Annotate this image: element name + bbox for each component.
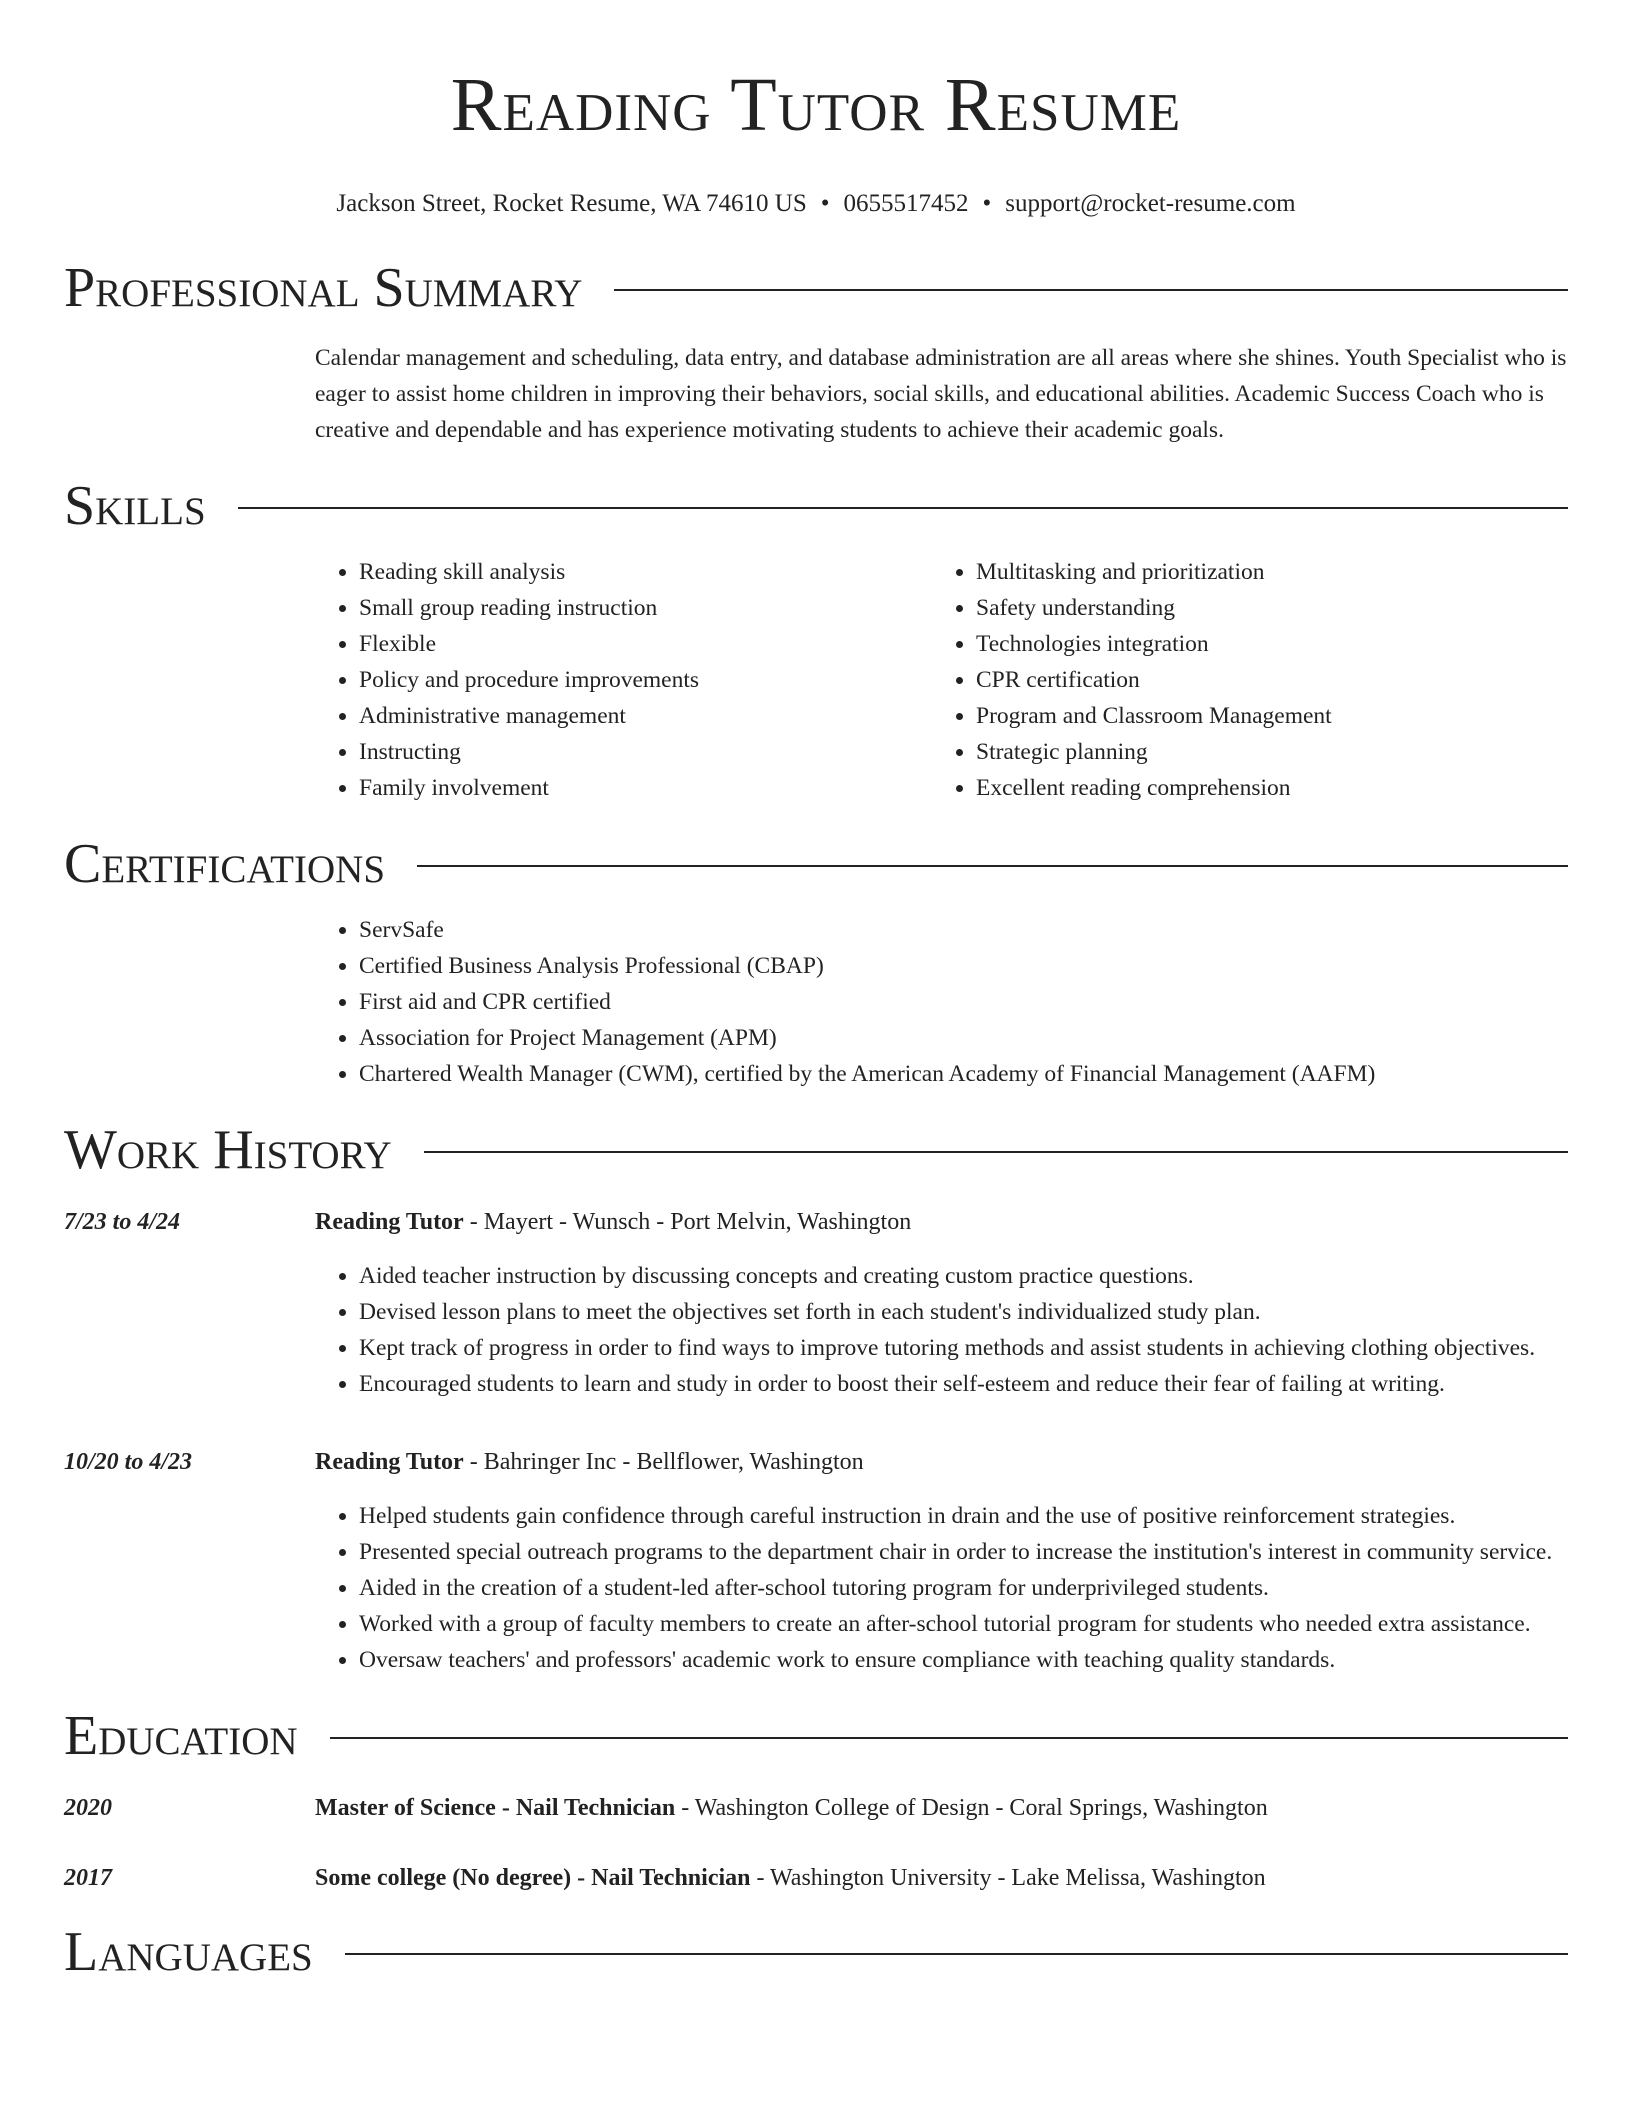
skill-item: • Family involvement bbox=[359, 770, 932, 806]
job-heading bbox=[315, 1204, 1568, 1240]
education-school-location: - Washington University - Lake Melissa, Washington bbox=[750, 1865, 1266, 1891]
job-bullet: • Devised lesson plans to meet the objectives set forth in each student's individualized study plan. bbox=[359, 1294, 1568, 1330]
summary-text: Calendar management and scheduling, data entry, and database administration are all areas where she shines. Youth Specialist who is eager to assist home children in improving their behaviors, social skills, and educational abilities. Academic Success Coach who is creative and dependable and has experience motivating students to achieve their academic goals. bbox=[315, 345, 1567, 443]
section-divider bbox=[345, 1953, 1568, 1955]
job-title: Reading Tutor bbox=[315, 1449, 464, 1475]
certifications-heading: Certifications bbox=[64, 833, 386, 895]
education-year: 2020 bbox=[64, 1795, 112, 1821]
languages-heading: Languages bbox=[64, 1921, 313, 1983]
job-employer-location: - Mayert - Wunsch - Port Melvin, Washington bbox=[463, 1209, 912, 1235]
job-body bbox=[315, 1444, 1568, 1678]
education-heading-line bbox=[315, 1860, 1266, 1896]
certification-item: • Chartered Wealth Manager (CWM), certified by the American Academy of Financial Management (AAFM) bbox=[359, 1056, 1568, 1092]
contact-separator: • bbox=[820, 190, 830, 217]
job-employer-location: - Bahringer Inc - Bellflower, Washington bbox=[463, 1449, 864, 1475]
contact-separator: • bbox=[982, 190, 992, 217]
work-history-list bbox=[64, 1204, 1568, 1678]
skill-item: • Instructing bbox=[359, 734, 932, 770]
job-entry bbox=[64, 1204, 1568, 1402]
skill-item: • Flexible bbox=[359, 626, 932, 662]
skills-heading: Skills bbox=[64, 475, 206, 537]
skill-item: • Technologies integration bbox=[976, 626, 1549, 662]
job-dates: 7/23 to 4/24 bbox=[64, 1209, 181, 1235]
contact-phone: 0655517452 bbox=[843, 190, 969, 217]
certification-item: • Association for Project Management (APM) bbox=[359, 1020, 1568, 1056]
resume-title: Reading Tutor Resume bbox=[450, 63, 1182, 147]
skill-item: • Program and Classroom Management bbox=[976, 698, 1549, 734]
skill-item: • Small group reading instruction bbox=[359, 590, 932, 626]
job-bullet: • Encouraged students to learn and study in order to boost their self-esteem and reduce their fear of failing at writing. bbox=[359, 1366, 1568, 1402]
skills-list bbox=[315, 554, 1568, 806]
job-bullet: • Oversaw teachers' and professors' academic work to ensure compliance with teaching quality standards. bbox=[359, 1642, 1568, 1678]
job-bullet: • Helped students gain confidence through careful instruction in drain and the use of positive reinforcement strategies. bbox=[359, 1498, 1568, 1534]
certification-item: • Certified Business Analysis Professional (CBAP) bbox=[359, 948, 1568, 984]
education-degree: Some college (No degree) - Nail Technician bbox=[315, 1865, 751, 1891]
contact-email: support@rocket-resume.com bbox=[1005, 190, 1296, 217]
job-bullet: • Worked with a group of faculty members to create an after-school tutorial program for students who needed extra assistance. bbox=[359, 1606, 1568, 1642]
education-list bbox=[64, 1790, 1568, 1896]
job-heading bbox=[315, 1444, 1568, 1480]
section-divider bbox=[614, 289, 1568, 291]
work-section-header bbox=[64, 1118, 1568, 1182]
education-degree: Master of Science - Nail Technician bbox=[315, 1795, 676, 1821]
skill-item: • Multitasking and prioritization bbox=[976, 554, 1549, 590]
skill-item: • Policy and procedure improvements bbox=[359, 662, 932, 698]
summary-section-header bbox=[64, 256, 1568, 320]
skills-column-right bbox=[932, 554, 1549, 806]
summary-heading: Professional Summary bbox=[64, 257, 583, 319]
skill-item: • Administrative management bbox=[359, 698, 932, 734]
section-divider bbox=[424, 1151, 1568, 1153]
education-school-location: - Washington College of Design - Coral Springs, Washington bbox=[675, 1795, 1268, 1821]
certifications-list bbox=[315, 912, 1568, 1092]
skill-item: • Reading skill analysis bbox=[359, 554, 932, 590]
job-dates: 10/20 to 4/23 bbox=[64, 1449, 193, 1475]
contact-line bbox=[64, 186, 1568, 222]
education-year: 2017 bbox=[64, 1865, 112, 1891]
education-section-header bbox=[64, 1704, 1568, 1768]
certifications-section-header bbox=[64, 832, 1568, 896]
skill-item: • Strategic planning bbox=[976, 734, 1549, 770]
skill-item: • Safety understanding bbox=[976, 590, 1549, 626]
job-entry bbox=[64, 1444, 1568, 1678]
job-title: Reading Tutor bbox=[315, 1209, 464, 1235]
section-divider bbox=[330, 1737, 1568, 1739]
education-heading: Education bbox=[64, 1705, 298, 1767]
section-divider bbox=[417, 865, 1568, 867]
job-bullet: • Presented special outreach programs to the department chair in order to increase the institution's interest in community service. bbox=[359, 1534, 1568, 1570]
job-body bbox=[315, 1204, 1568, 1402]
education-entry bbox=[64, 1790, 1568, 1826]
skill-item: • Excellent reading comprehension bbox=[976, 770, 1549, 806]
certification-item: • First aid and CPR certified bbox=[359, 984, 1568, 1020]
education-heading-line bbox=[315, 1790, 1268, 1826]
section-divider bbox=[238, 507, 1568, 509]
education-entry bbox=[64, 1860, 1568, 1896]
skills-column-left bbox=[315, 554, 932, 806]
job-bullet: • Aided in the creation of a student-led after-school tutoring program for underprivileged students. bbox=[359, 1570, 1568, 1606]
skill-item: • CPR certification bbox=[976, 662, 1549, 698]
skills-section-header bbox=[64, 474, 1568, 538]
contact-address: Jackson Street, Rocket Resume, WA 74610 US bbox=[336, 190, 807, 217]
job-bullet: • Kept track of progress in order to find ways to improve tutoring methods and assist students in achieving clothing objectives. bbox=[359, 1330, 1568, 1366]
languages-section-header bbox=[64, 1920, 1568, 1984]
job-bullet: • Aided teacher instruction by discussing concepts and creating custom practice questions. bbox=[359, 1258, 1568, 1294]
work-heading: Work History bbox=[64, 1119, 392, 1181]
certification-item: • ServSafe bbox=[359, 912, 1568, 948]
